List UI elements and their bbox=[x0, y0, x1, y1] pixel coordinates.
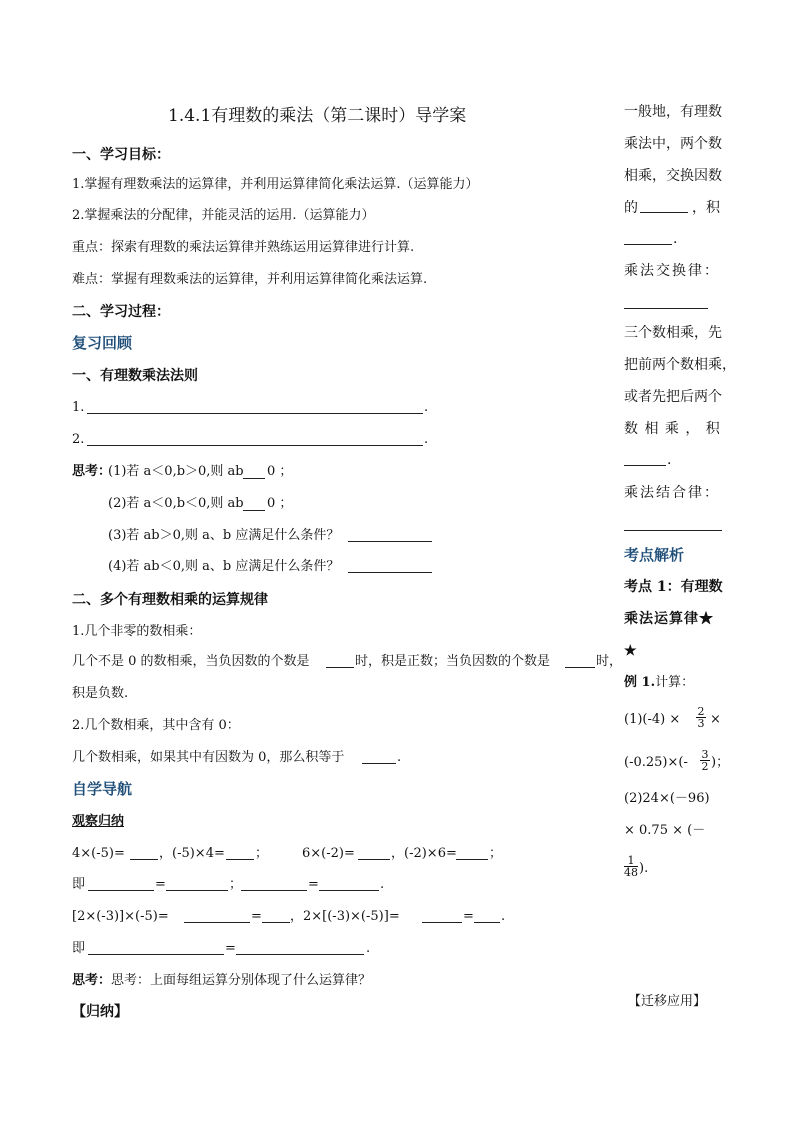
objectives-heading: 一、学习目标： bbox=[72, 147, 170, 163]
review-section-title: 复习回顾 bbox=[72, 334, 133, 352]
summary-label: 【归纳】 bbox=[72, 1004, 128, 1020]
self-study-title: 自学导航 bbox=[72, 780, 133, 798]
think-3: (3)若 ab＞0,则 a、b 应满足什么条件？ bbox=[108, 528, 340, 543]
transfer-label: 【迁移应用】 bbox=[628, 994, 707, 1009]
rule-2-blank bbox=[87, 445, 423, 446]
process-heading: 二、学习过程： bbox=[72, 304, 170, 320]
multi-s1-title: 1.几个非零的数相乘： bbox=[72, 624, 202, 639]
objective-2: 2.掌握乘法的分配律，并能灵活的运用.（运算能力） bbox=[72, 208, 375, 223]
objective-1: 1.掌握有理数乘法的运算律，并利用运算律简化乘法运算.（运算能力） bbox=[72, 177, 479, 192]
star-icon: ★ bbox=[624, 643, 637, 659]
example-1: 例 1.计算： bbox=[624, 675, 695, 690]
page-title: 1.4.1有理数的乘法（第二课时）导学案 bbox=[168, 106, 467, 126]
think-2: (2)若 a＜0,b＜0,则 ab bbox=[108, 496, 244, 511]
analysis-title: 考点解析 bbox=[624, 546, 685, 564]
multi-s2-title: 2.几个数相乘，其中含有 0： bbox=[72, 718, 240, 733]
rule-heading: 一、有理数乘法法则 bbox=[72, 368, 198, 384]
think-1: (1)若 a＜0,b＞0,则 ab bbox=[108, 464, 244, 479]
observe-label: 观察归纳 bbox=[72, 814, 125, 829]
difficulty: 难点：掌握有理数乘法的运算律，并利用运算律简化乘法运算. bbox=[72, 272, 428, 287]
think-label: 思考： bbox=[72, 464, 112, 479]
key-point: 重点：探索有理数的乘法运算律并熟练运用运算律进行计算. bbox=[72, 240, 415, 255]
multi-heading: 二、多个有理数相乘的运算规律 bbox=[72, 592, 268, 608]
rule-1-blank bbox=[87, 413, 423, 414]
commutative-label: 乘法交换律： bbox=[624, 263, 720, 279]
think-question: 思考：思考：上面每组运算分别体现了什么运算律？ bbox=[72, 973, 372, 988]
associative-label: 乘法结合律： bbox=[624, 485, 720, 501]
think-4: (4)若 ab＜0,则 a、b 应满足什么条件？ bbox=[108, 559, 340, 574]
rule-1-label: 1. bbox=[72, 400, 85, 415]
rule-2-label: 2. bbox=[72, 432, 85, 447]
